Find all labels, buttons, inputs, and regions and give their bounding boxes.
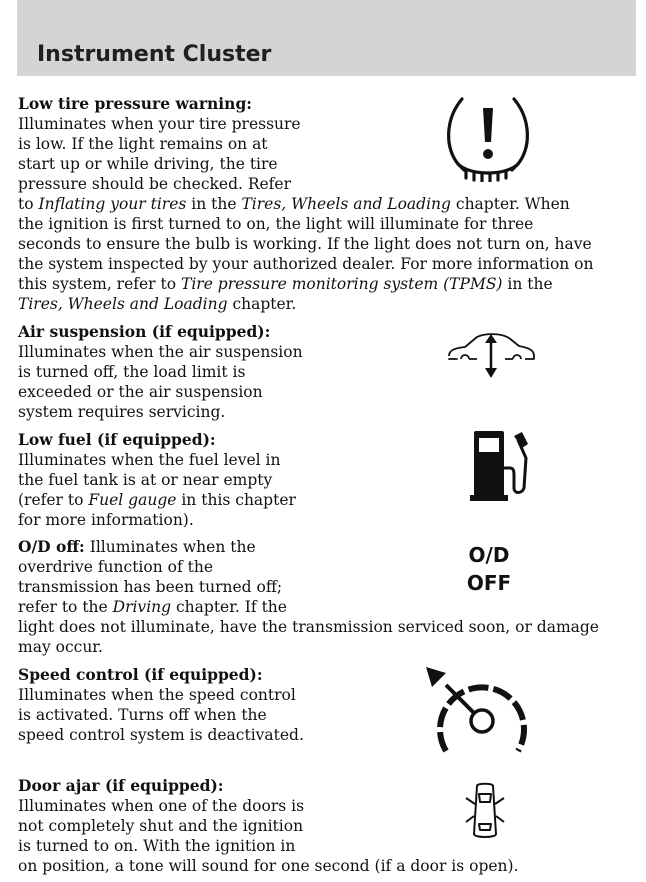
cross-reference: Tire pressure monitoring system (TPMS) bbox=[181, 275, 503, 293]
body-line: is turned to on. With the ignition in bbox=[18, 837, 296, 855]
body-line: start up or while driving, the tire bbox=[18, 155, 278, 173]
speed-control-icon bbox=[424, 665, 532, 761]
section-door-ajar bbox=[18, 776, 519, 876]
header-band bbox=[17, 0, 636, 76]
body-line: seconds to ensure the bulb is working. If the light does not turn on, have bbox=[18, 235, 592, 253]
section-low-fuel bbox=[18, 430, 296, 530]
cross-reference: Inflating your tires bbox=[38, 195, 187, 213]
cross-reference: Tires, Wheels and Loading bbox=[18, 295, 228, 313]
body-line: Illuminates when the speed control bbox=[18, 686, 296, 704]
body-line: (refer to Fuel gauge in this chapter bbox=[18, 491, 296, 509]
fuel-pump-icon bbox=[468, 428, 538, 504]
body-line: is low. If the light remains on at bbox=[18, 135, 268, 153]
air-suspension-icon bbox=[445, 330, 537, 382]
body-line: may occur. bbox=[18, 638, 103, 656]
od-off-indicator bbox=[450, 541, 528, 597]
off-label: OFF bbox=[466, 571, 512, 595]
body-line: light does not illuminate, have the transmission serviced soon, or damage bbox=[18, 618, 599, 636]
body-line: Illuminates when one of the doors is bbox=[18, 797, 305, 815]
body-line: overdrive function of the bbox=[18, 558, 214, 576]
body-line: Tires, Wheels and Loading chapter. bbox=[18, 295, 297, 313]
section-air-suspension bbox=[18, 322, 303, 422]
cross-reference: Driving bbox=[112, 598, 172, 616]
body-line: Illuminates when your tire pressure bbox=[18, 115, 301, 133]
body-line: the system inspected by your authorized dealer. For more information on bbox=[18, 255, 594, 273]
body-line: pressure should be checked. Refer bbox=[18, 175, 292, 193]
section-heading: Air suspension (if equipped): bbox=[18, 322, 271, 341]
body-line: exceeded or the air suspension bbox=[18, 383, 263, 401]
body-line: on position, a tone will sound for one second (if a door is open). bbox=[18, 857, 519, 875]
body-line: for more information). bbox=[18, 511, 194, 529]
body-line: the fuel tank is at or near empty bbox=[18, 471, 273, 489]
section-heading: Speed control (if equipped): bbox=[18, 665, 263, 684]
body-line: is activated. Turns off when the bbox=[18, 706, 267, 724]
section-heading: Low tire pressure warning: bbox=[18, 94, 252, 113]
section-heading: Low fuel (if equipped): bbox=[18, 430, 216, 449]
body-line: system requires servicing. bbox=[18, 403, 226, 421]
page-title: Instrument Cluster bbox=[37, 42, 272, 67]
body-line: not completely shut and the ignition bbox=[18, 817, 304, 835]
section-heading: Door ajar (if equipped): bbox=[18, 776, 224, 795]
door-ajar-icon bbox=[462, 780, 508, 840]
section-heading: O/D off: bbox=[18, 537, 85, 556]
body-line: Illuminates when the fuel level in bbox=[18, 451, 281, 469]
cross-reference: Fuel gauge bbox=[88, 491, 177, 509]
body-line: is turned off, the load limit is bbox=[18, 363, 246, 381]
section-speed-control bbox=[18, 665, 304, 745]
body-line: to Inflating your tires in the Tires, Wheels and Loading chapter. When bbox=[18, 195, 570, 213]
body-line: this system, refer to Tire pressure monitoring system (TPMS) in the bbox=[18, 275, 553, 293]
body-line: Illuminates when the air suspension bbox=[18, 343, 303, 361]
od-label: O/D bbox=[468, 543, 510, 567]
tire-pressure-icon bbox=[440, 94, 536, 182]
body-line: refer to the Driving chapter. If the bbox=[18, 598, 287, 616]
body-line: O/D off: Illuminates when the bbox=[18, 537, 256, 556]
body-line: speed control system is deactivated. bbox=[18, 726, 304, 744]
body-line: transmission has been turned off; bbox=[18, 578, 283, 596]
body-line: the ignition is first turned to on, the light will illuminate for three bbox=[18, 215, 534, 233]
cross-reference: Tires, Wheels and Loading bbox=[241, 195, 451, 213]
